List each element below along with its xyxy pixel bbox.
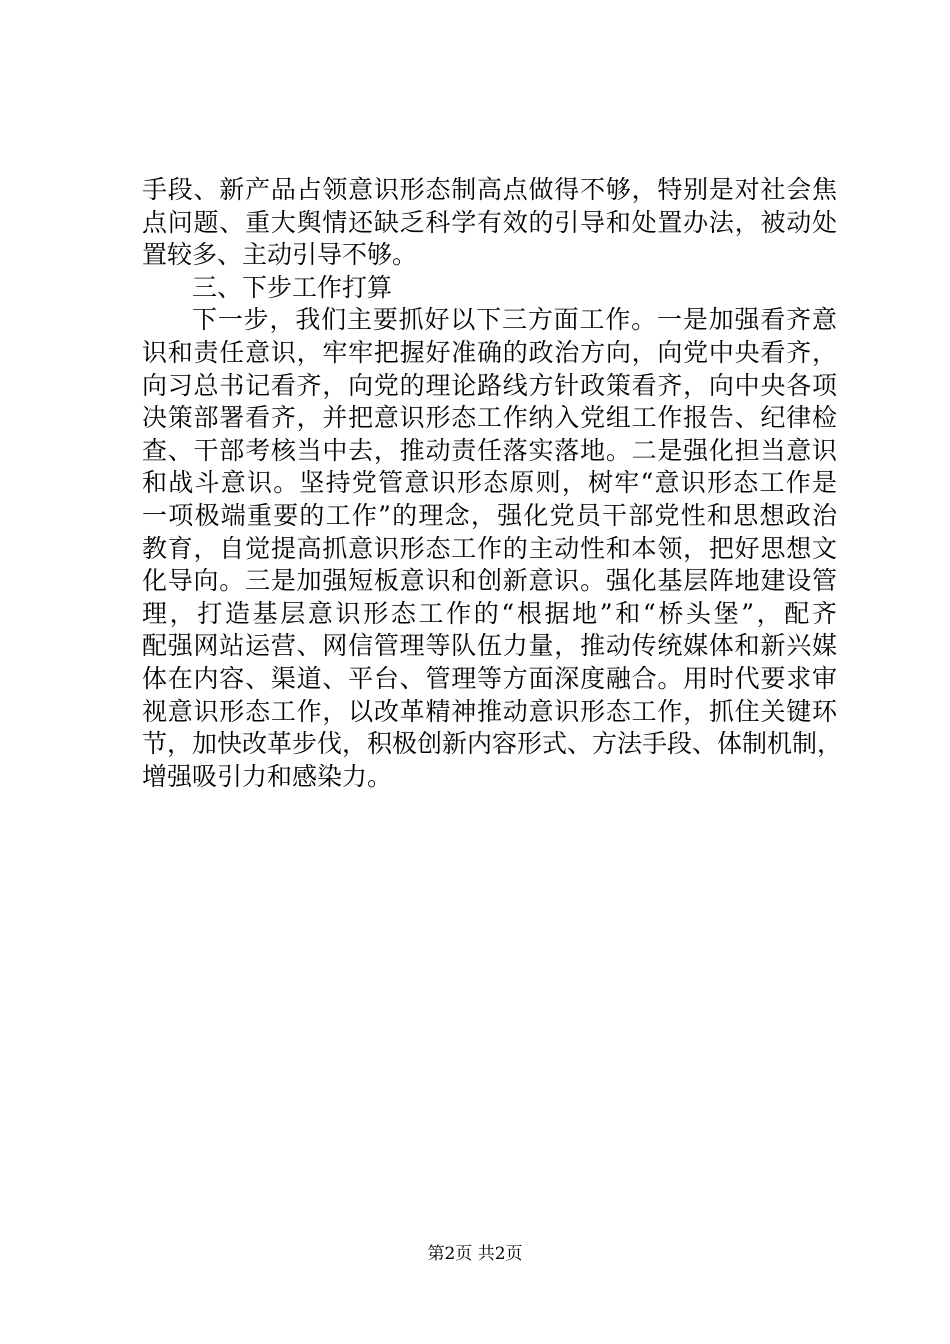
text-line: 增强吸引力和感染力。 xyxy=(142,761,393,791)
page-number-footer: 第2页 共2页 xyxy=(427,1244,523,1264)
text-line: 一项极端重要的工作”的理念，强化党员干部党性和思想政治 xyxy=(142,500,837,530)
text-line: 下一步，我们主要抓好以下三方面工作。一是加强看齐意 xyxy=(192,305,837,335)
text-line: 教育，自觉提高抓意识形态工作的主动性和本领，把好思想文 xyxy=(142,533,837,563)
text-line: 置较多、主动引导不够。 xyxy=(142,240,418,270)
text-line: 节，加快改革步伐，积极创新内容形式、方法手段、体制机制， xyxy=(142,729,843,759)
text-line: 配强网站运营、网信管理等队伍力量，推动传统媒体和新兴媒 xyxy=(142,631,837,661)
text-line: 决策部署看齐，并把意识形态工作纳入党组工作报告、纪律检 xyxy=(142,403,837,433)
text-line: 和战斗意识。坚持党管意识形态原则，树牢“意识形态工作是 xyxy=(142,468,837,498)
text-line: 向习总书记看齐，向党的理论路线方针政策看齐，向中央各项 xyxy=(142,370,837,400)
text-line: 手段、新产品占领意识形态制高点做得不够，特别是对社会焦 xyxy=(142,175,837,204)
text-line: 理，打造基层意识形态工作的“根据地”和“桥头堡”，配齐 xyxy=(142,598,837,628)
section-heading: 三、下步工作打算 xyxy=(192,272,393,302)
text-line: 识和责任意识，牢牢把握好准确的政治方向，向党中央看齐， xyxy=(142,337,837,367)
text-line: 化导向。三是加强短板意识和创新意识。强化基层阵地建设管 xyxy=(142,566,837,596)
text-line: 点问题、重大舆情还缺乏科学有效的引导和处置办法，被动处 xyxy=(142,207,837,237)
document-body xyxy=(142,174,843,793)
text-line: 视意识形态工作，以改革精神推动意识形态工作，抓住关键环 xyxy=(142,696,837,726)
text-line: 查、干部考核当中去，推动责任落实落地。二是强化担当意识 xyxy=(142,435,837,465)
text-line: 体在内容、渠道、平台、管理等方面深度融合。用时代要求审 xyxy=(142,663,837,693)
